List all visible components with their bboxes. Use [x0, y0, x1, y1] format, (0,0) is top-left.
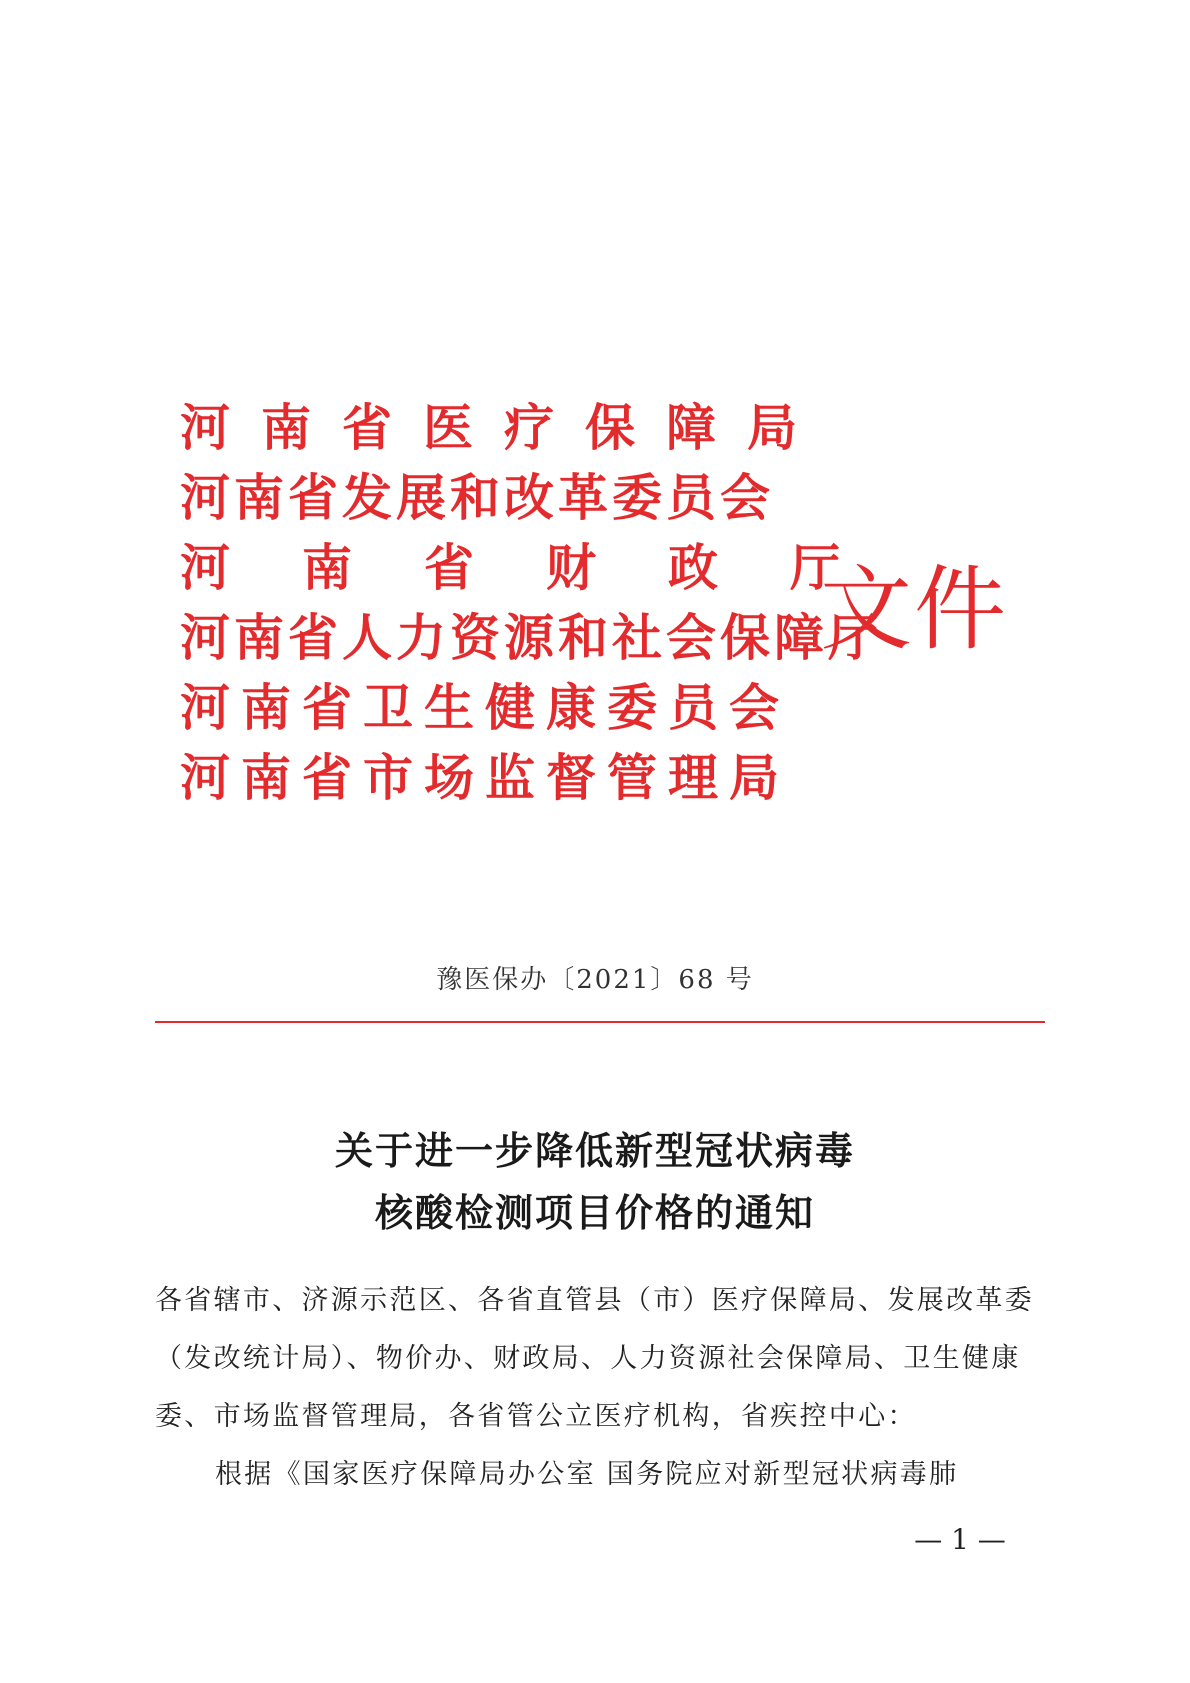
- title-line: 关于进一步降低新型冠状病毒: [334, 1128, 855, 1173]
- issuer-line: 河南省医疗保障局: [180, 398, 828, 457]
- addressee: 各省辖市、济源示范区、各省直管县（市）医疗保障局、发展改革委（发改统计局）、物价办、财政局、人力资源社会保障局、卫生健康委、市场监督管理局，各省管公立医疗机构，省疾控中心：: [155, 1285, 1034, 1432]
- document-body: [155, 1272, 1045, 1504]
- issuer-line: 河南省卫生健康委员会: [180, 678, 790, 737]
- page-number: — 1 —: [914, 1523, 1006, 1556]
- document-number: 豫医保办〔2021〕68 号: [436, 965, 754, 995]
- red-divider: [155, 1021, 1045, 1023]
- issuer-line: 河南省人力资源和社会保障厅: [180, 608, 882, 667]
- issuer-line: 河南省市场监督管理局: [180, 748, 790, 807]
- document-word: 文件: [820, 556, 1009, 663]
- document-title: [0, 1120, 1190, 1244]
- issuer-line: 河南省财政厅: [180, 538, 912, 597]
- issuer-line: 河南省发展和改革委员会: [180, 468, 774, 527]
- body-paragraph: 根据《国家医疗保障局办公室 国务院应对新型冠状病毒肺: [215, 1459, 959, 1490]
- issuing-agencies: [180, 393, 912, 813]
- title-line: 核酸检测项目价格的通知: [374, 1190, 815, 1235]
